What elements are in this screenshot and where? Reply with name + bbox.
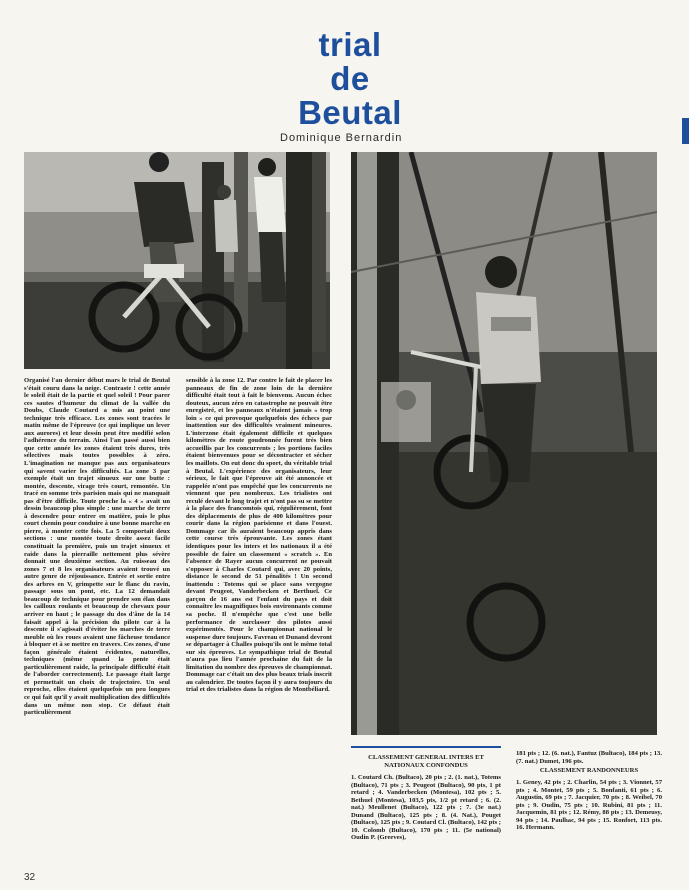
article-column-1-text: Organisé l'an dernier début mars le trial de Beutal s'était couru dans la neige. Contraste ! cette année le soleil était de la partie et quel soleil ! Pour parer ces sautes d'humeur du climat de la vallée du Doubs, Claude Coutard a mis au point une technique très efficace. Les zones sont tracées le matin même de l'épreuve (ce qui implique un lever aux aurores) et leur dessin peut être modifié selon l'adhérence du terrain. Ainsi l'an passé aussi bien que cette année les zones étaient très dures, très sélectives mais toutes possibles à zéro. L'imagination ne manque pas aux organisateurs qui savent varier les difficultés. La zone 3 par exemple était un trajet sinueux sur une butte : montée, descente, virage très court, remontée. Un tracé en somme très parisien mais qui ne manquait pas d'être difficile. Toute proche la « 4 » avait un dessin beaucoup plus simple : une marche de terre à descendre pour entrer en matière, puis le plus court chemin pour conduire à une bonne marche en pierre, à monter cette fois. La 5 comportait deux sections : une montée toute droite assez facile constituait la première, puis un trajet sinueux et raide dans la pierraille nettement plus sévère donnait une deuxième section. Au ruisseau des zones 7 et 8 les organisateurs avaient trouvé un autre genre de réjouissance. Entrée et sortie entre des arbres en V, grimpette sur le flanc du ravin, passage sous un pont, etc. La 12 demandait beaucoup de technique pour prendre son élan dans les cailloux roulants et beaucoup de chevaux pour arriver en haut ; le passage du dos d'âne de la 14 faisait appel à la précision du pilote car à la descente il s'agissait d'éviter les marches de terre meuble où les roues avaient une fâcheuse tendance à bloquer et à se mettre en travers. Ces zones, d'une façon générale étaient évidentes, naturelles, techniques (même quand la pente était particulièrement raide, la principale difficulté était de l'aborder correctement). Le passage était large et permettait un choix de trajectoire. Un seul reproche, elles étaient quelquefois un peu longues ce qui fait qu'il y avait multiplication des difficultés dans un même non stop. Ce défaut était particulièrement: [24, 377, 170, 717]
photo-left-image: [24, 152, 330, 369]
article-column-1: [24, 377, 170, 872]
photo-right: [351, 152, 657, 735]
title-line-2: de: [330, 60, 370, 97]
title-line-1: trial: [318, 26, 382, 63]
photo-right-image: [351, 152, 657, 735]
classement-general-text: 1. Coutard Ch. (Bultaco), 20 pts ; 2. (1. nat.), Totems (Bultaco), 71 pts ; 3. Peugeot (Bultaco), 90 pts, 1 pt retard ; 4. Vanderbecken (Montesa), 102 pts ; 5. Bethuel (Montesa), 103,5 pts, 1/2 pt retard ; 6. (2. nat.) Meullenet (Bultaco), 122 pts ; 7. (3e nat.) Dunand (Bultaco), 125 pts ; 8. (4. Nat.), Pouget (Bultaco), 125 pts ; 9. Coutard Cl. (Bultaco), 142 pts ; 10. Colomb (Bultaco), 170 pts ; 11. (5e national) Oudin P. (Greeves),: [351, 774, 501, 842]
article-title: [250, 28, 450, 130]
classement-randonneurs-heading: CLASSEMENT RANDONNEURS: [539, 767, 639, 775]
article-column-2-text: sensible à la zone 12. Par contre le fait de placer les panneaux de fin de zone loin de la dernière difficulté était tout à fait le bienvenu. Aucun échec douteux, aucun zéro en catastrophe ne pouvait être enregistré, et les panneaux n'étaient jamais « trop loin » ce qui provoque quelquefois des échecs par inattention sur des difficultés vraiment mineures. L'interzone était également difficile et quelques kilomètres de route goudronnée furent très bien accueillis par les concurrents ; les portions faciles étaient bienvenues pour se décontracter et sécher les maillots. On eut donc du sport, du véritable trial à Beutal. L'expérience des organisateurs, leur sérieux, le fait que l'épreuve ait été annoncée et rappelée n'ont pas empêché que les concurrents ne viennent que peu nombreux. Les trialistes ont reculé devant le long trajet et n'ont pas su se mettre à la place des francomtois qui, régulièrement, font des déplacements de plus de 400 kilomètres pour courir dans la région parisienne et dans l'ouest. Dommage car ils auraient beaucoup appris dans cette course très éprouvante. Les zones étant identiques pour les inters et les nationaux il a été possible de faire un classement « scratch ». En l'absence de Rayer aucun concurrent ne pouvait s'opposer à Charles Coutard qui, avec 20 points, distance le second de 51 pénalités ! Un second inattendu : Totems qui se place sans vergogne devant Peugeot, Vanderbecken et Berthuel. Ce garçon de 16 ans est l'enfant du pays et doit connaître les magnifiques bois environnants comme sa poche. Il n'empêche que c'est une belle performance de surclasser des pilotes aussi expérimentés. Pour le championnat national le suspense dure toujours. Favreau et Dunand devront se départager à Challes puisqu'ils ont le même total sur six épreuves. Le sympathique trial de Beutal n'aura pas lieu l'année prochaine du fait de la limitation du nombre des épreuves de championnat. Dommage car c'était un des plus beaux trials inscrit au calendrier. De toutes façon il y aura toujours du trial et des trialistes dans la région de Montbéliard.: [186, 377, 332, 694]
classement-general-heading: CLASSEMENT GENERAL INTERS ET NATIONAUX CONFONDUS: [368, 754, 484, 769]
article-column-2: [186, 377, 332, 877]
edge-color-tab: [682, 118, 689, 144]
page-number: 32: [24, 872, 36, 883]
title-line-3: Beutal: [298, 94, 402, 131]
classement-randonneurs-text: 1. Geney, 42 pts ; 2. Charlin, 54 pts ; 3. Vionnet, 57 pts ; 4. Montet, 59 pts ; 5. Bonfanti, 61 pts ; 6. Augustin, 69 pts ; 7. Jacquier, 70 pts ; 8. Weibel, 70 pts ; 9. Oudin, 75 pts ; 10. Rubini, 81 pts ; 11. Jacquemin, 81 pts ; 12. Rémy, 88 pts ; 13. Demeusy, 94 pts ; 14. Paulhac, 94 pts ; 15. Ronfort, 113 pts. 16. Hermann.: [516, 779, 662, 832]
classement-suite-box: [516, 750, 662, 882]
photo-left: [24, 152, 330, 369]
author-byline: Dominique Bernardin: [280, 132, 403, 144]
classement-general-suite: 181 pts ; 12. (6. nat.), Fantuz (Bultaco), 184 pts ; 13. (7. nat.) Dumet, 196 pts.: [516, 750, 662, 765]
classement-general-box: [351, 746, 501, 887]
